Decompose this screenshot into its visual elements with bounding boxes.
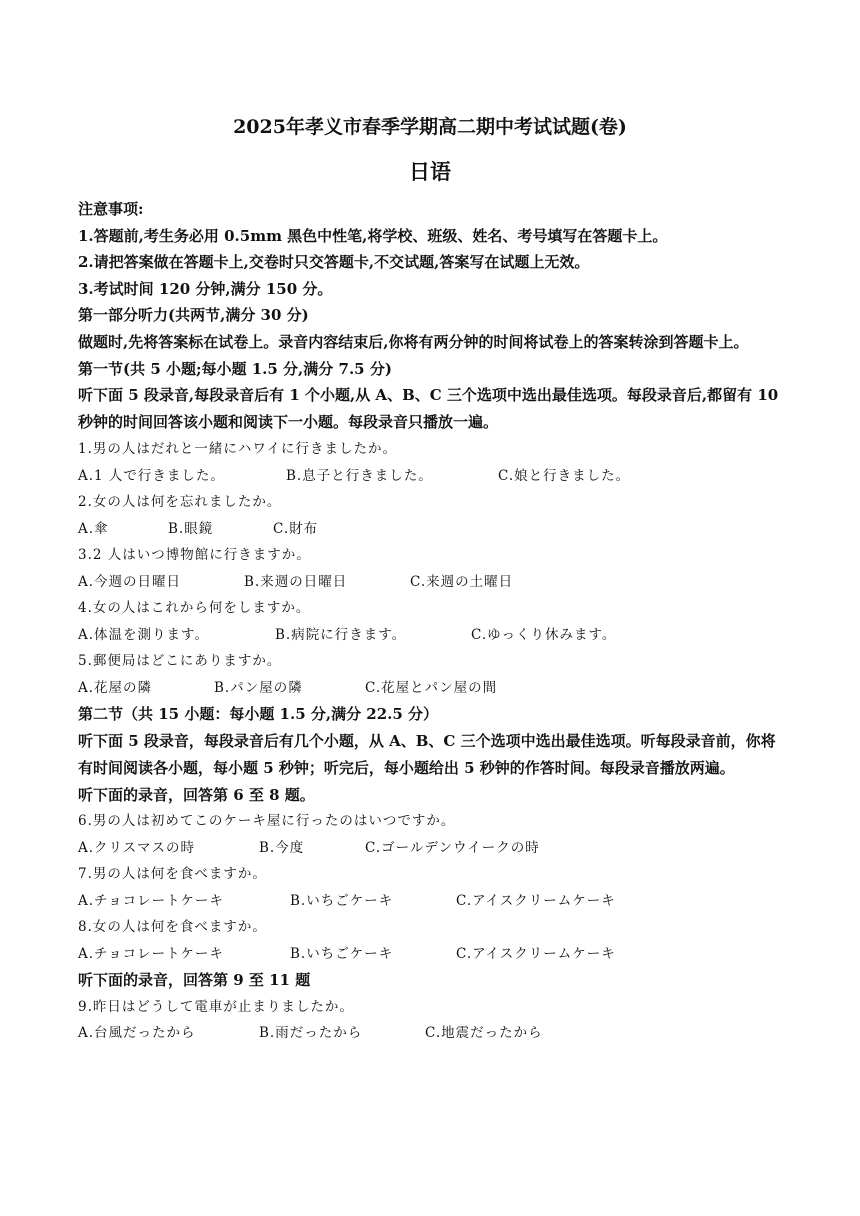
question-6-options [78,835,788,862]
question-7-options [78,888,788,915]
section2-instruction: 听下面 5 段录音，每段录音后有几个小题，从 A、B、C 三个选项中选出最佳选项。听每段录音前，你将有时间阅读各小题，每小题 5 秒钟；听完后，每小题给出 5 秒钟的作答时间。每段录音播放两遍。 [78,731,776,777]
option-c: C.アイスクリームケーキ [456,892,616,909]
option-a: A.1 人で行きました。 [78,467,225,484]
option-b: B.いちごケーキ [290,945,394,962]
notice-heading: 注意事项: [78,200,144,218]
option-a: A.体温を測ります。 [78,626,209,643]
option-c: C.娘と行きました。 [498,467,631,484]
option-b: B.来週の日曜日 [244,573,348,590]
option-b: B.病院に行きます。 [275,626,407,643]
option-c: C.財布 [273,520,319,537]
option-c: C.アイスクリームケーキ [456,945,616,962]
option-b: B.息子と行きました。 [286,467,433,484]
option-c: C.地震だったから [425,1025,543,1041]
subject-title: 日语 [409,159,451,184]
option-c: C.花屋とパン屋の間 [365,679,498,696]
question-4: 4.女の人はこれから何をしますか。 [78,600,311,616]
section2-heading: 第二节（共 15 小题：每小题 1.5 分,满分 22.5 分） [78,705,439,723]
option-a: A.今週の日曜日 [78,573,182,590]
question-5: 5.郵便局はどこにありますか。 [78,653,282,669]
group-heading: 听下面的录音，回答第 9 至 11 题 [78,971,311,989]
option-a: A.チョコレートケーキ [78,945,224,962]
question-5-options [78,675,788,702]
option-a: A.チョコレートケーキ [78,892,224,909]
notice-item: 1.答题前,考生务必用 0.5mm 黑色中性笔,将学校、班级、姓名、考号填写在答题卡上。 [78,226,668,245]
option-a: A.花屋の隣 [78,679,153,696]
part1-heading: 第一部分听力(共两节,满分 30 分) [78,306,309,324]
option-b: B.雨だったから [259,1025,363,1041]
option-c: C.ゆっくり休みます。 [471,626,617,643]
question-2-options [78,516,788,543]
question-1-options [78,463,788,490]
option-b: B.いちごケーキ [290,892,394,909]
question-2: 2.女の人は何を忘れましたか。 [78,494,282,510]
option-a: A.傘 [78,520,109,537]
option-a: A.クリスマスの時 [78,839,196,856]
question-8-options [78,941,788,968]
question-3-options [78,569,788,596]
notice-item: 3.考试时间 120 分钟,满分 150 分。 [78,279,333,298]
option-c: C.ゴールデンウイークの時 [365,839,540,856]
question-9-options [78,1020,788,1047]
question-1: 1.男の人はだれと一緒にハワイに行きましたか。 [78,441,397,457]
question-3: 3.2 人はいつ博物館に行きますか。 [78,547,311,563]
section1-heading: 第一节(共 5 小题;每小题 1.5 分,满分 7.5 分) [78,359,392,378]
option-b: B.眼鏡 [168,520,214,537]
question-9: 9.昨日はどうして電車が止まりましたか。 [78,998,354,1015]
question-6: 6.男の人は初めてこのケーキ屋に行ったのはいつですか。 [78,813,456,829]
group-heading: 听下面的录音，回答第 6 至 8 题。 [78,785,315,804]
exam-content [78,196,788,1047]
page-title: 2025年孝义市春季学期高二期中考试试题(卷) [233,116,627,138]
part1-instruction: 做题时,先将答案标在试卷上。录音内容结束后,你将有两分钟的时间将试卷上的答案转涂到答题卡上。 [78,332,749,351]
option-c: C.来週の土曜日 [410,573,514,590]
option-a: A.台風だったから [78,1025,196,1041]
question-7: 7.男の人は何を食べますか。 [78,866,267,882]
option-b: B.今度 [259,839,305,856]
notice-item: 2.请把答案做在答题卡上,交卷时只交答题卡,不交试题,答案写在试题上无效。 [78,253,590,271]
option-b: B.パン屋の隣 [214,679,303,696]
section1-instruction: 听下面 5 段录音,每段录音后有 1 个小题,从 A、B、C 三个选项中选出最佳选项。每段录音后,都留有 10 秒钟的时间回答该小题和阅读下一小题。每段录音只播放一遍。 [78,386,779,431]
question-8: 8.女の人は何を食べますか。 [78,919,267,935]
question-4-options [78,622,788,649]
